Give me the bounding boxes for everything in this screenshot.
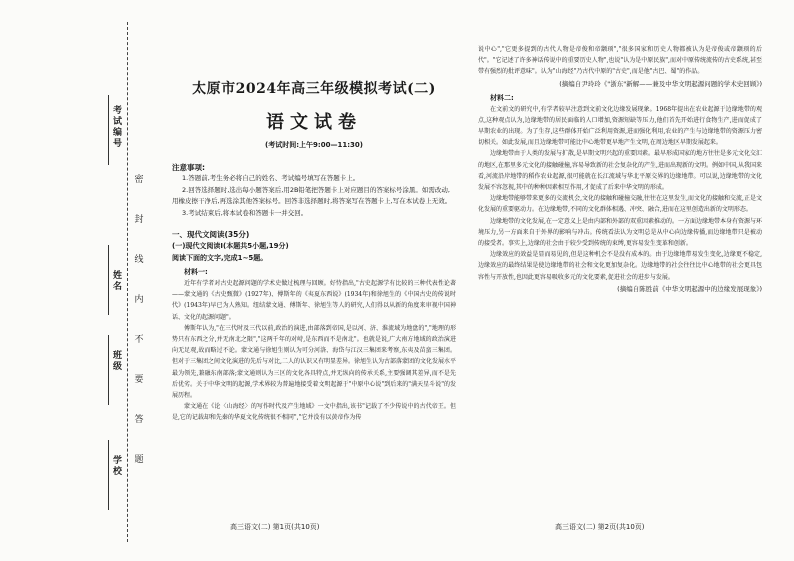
right-column (478, 44, 762, 295)
exam-time: (考试时间:上午9:00—11:30) (265, 141, 363, 149)
material-label: 材料二: (490, 93, 514, 102)
exam-no-line (108, 95, 109, 165)
paragraph: 在文前文的研究中,有学者较早注意到文前文化边缘发展现象。1968年提出在农业起源于边缘地带的观点,这种观点认为,边缘地带的居民面临的人口增加,资源短缺等压力,他们首先开始进行食物生产,进而促成了早期农业的出现。为了生存,这些群体开始广泛利用资源,进而强化利用,农业的产生与边缘地带的资源压力密切相关。如此发展,而且边缘地带可能比中心地带更早地产生文明,在周边地区早期发展起来。 (478, 105, 762, 147)
citation: (摘编自尹玲玲《"浙东"新解——兼及中华文明起源问题的学术史回顾》) (559, 79, 762, 88)
name-line (108, 245, 109, 315)
binding-line (127, 22, 128, 542)
note-item: 3.考试结束后,将本试卷和答题卡一并交回。 (182, 208, 308, 217)
class-label: 班级 (111, 350, 121, 372)
left-column (172, 60, 456, 424)
binding-margin (0, 0, 150, 561)
exam-no-label: 考试编号 (111, 105, 121, 149)
section-instruction: 阅读下面的文字,完成1~5题。 (172, 254, 268, 262)
page-footer-right: 高三语文(二) 第2页(共10页) (555, 523, 645, 531)
name-label: 姓名 (111, 270, 121, 292)
class-line (108, 335, 109, 405)
exam-title: 太原市2024年高三年级模拟考试(二) (192, 81, 436, 97)
exam-subtitle: 语文试卷 (266, 112, 362, 133)
note-item: 1.答题前,考生务必将自己的姓名、考试编号填写在答题卡上。 (182, 174, 360, 182)
school-line (108, 440, 109, 510)
page-footer-left: 高三语文(二) 第1页(共10页) (230, 523, 320, 531)
notes-heading: 注意事项: (172, 163, 205, 172)
binding-warning: 密封线内不要答题 (134, 175, 144, 465)
material-label: 材料一: (184, 268, 208, 276)
paragraph: 傅斯年认为,"在三代时及三代以前,政治的演进,由部落到帝国,是以河、济、淮流域为地盘的","地理的形势只有东西之分,并无南北之限","这两千年的对峙,是东西而不是南北"。也就是说,广大南方地域的政治演进向无足观,故而略过不论。蒙文通与徐旭生则认为可分河洛、海岱与江汉三集团来考察,东夷及苗蛮三集团。但对于三集团之间文化演进的先后与对比,二人的认识又有明显差异。徐旭生认为古部落蒙团的文化发展水平最为领先,兼融东南部落;蒙文通则认为三区的文化各具特点,并无纵向的传承关系,主要强调其差异,而不是先后优劣。关于中华文明的起源,学术界较为普遍地接受着文明起源于"中原中心说"到后来的"满天星斗说"的发展历程。 (172, 324, 456, 400)
section-sub-heading: (一)现代文阅读Ⅰ(本题共5小题,19分) (172, 242, 289, 250)
paragraph: 边缘效应的效益是显而易见的,但是这种机会不是没有成本的。由于边缘地带易发生变化,边缘更不稳定,边缘效应的最终结果是使边缘地带的社会和文化更加复杂化。边缘地带的社会往往比中心地带的社会更具包容性与开放性,也因此更容易吸收多元的文化要素,促进社会的进步与发展。 (478, 251, 762, 281)
paragraph: 近年有学者对古史起源问题的学术史做过梳理与回顾。好恃指出,"古史起源学有比较的三种代表性论著——蒙文通的《古史甄微》(1927年)、傅斯年的《夷夏东西说》(1934年)和徐旭生的《中国古史的传说时代》(1943年)早已为人熟知。纽结蒙文通、傅斯年、徐旭生等人的研究,人们得以从新的角度来审视中国神话、文化的起源问题"。 (172, 280, 456, 321)
paragraph: 说中心","它更多提到的古代人物是帝俊和帝颛顼","很多国家和历史人物都被认为是帝俊或帝颛顼的后代"。"它记述了许多神话传说中的重要历史人物",也说"认为是中原民族",而对中原传统流传的古史系统,甚至带有强烈的批评意味"。认为"山海经"乃古代中原的"古史",而是他"古巴、蜀"的作品。 (478, 46, 762, 76)
paragraph: 蒙文通在《论〈山海经〉的写作时代及产生地域》一文中指出,该书"记载了不少传说中的古代帝王。但是,它的记载却和先秦的华夏文化传统很不相同","它并没有以黄帝作为传 (172, 403, 456, 422)
paragraph: 边缘地带由于人类的发展与扩散,是早期文明兴起的重要因素。最早形成国家的地方往往是多元文化交汇的地区,在那里多元文化的接触碰撞,容易导致新的社会复杂化的产生,进而出现新的文明。例如中国,从我国来看,河流沿岸地带的稻作农业起源,很可能就在长江流域与华北平原交界的边缘地带。可以说,边缘地带的文化发展不容忽视,其中的种种因素相互作用,才促成了后来中华文明的形成。 (478, 150, 762, 192)
note-item: 2.回答选择题时,选出每小题答案后,用2B铅笔把答题卡上对应题目的答案标号涂黑。如需改动,用橡皮擦干净后,再选涂其他答案标号。回答非选择题时,将答案写在答题卡上,写在本试卷上无效。 (172, 185, 452, 205)
paragraph: 边缘地带的文化发展,在一定意义上是由内部和外部的双重因素推动的。一方面边缘地带本身有资源与环境压力,另一方面来自于外界的影响与冲击。传统看法认为文明总是从中心向边缘传播,而边缘地带只是被动的接受者。事实上,边缘的社会由于较少受到传统的束缚,更容易发生变革和创新。 (478, 217, 762, 248)
school-label: 学校 (111, 455, 121, 477)
paragraph: 边缘地带能够带来更多的交流机会,文化的接触和碰撞交融,往往在这里发生,而文化的接触和交流,正是文化发展的重要驱动力。在边缘地带,不同的文化群体相遇、冲突、融合,进而在这里创造出新的文明形态。 (478, 195, 762, 214)
section-heading: 一、现代文阅读(35分) (172, 230, 250, 239)
citation: (摘编自陈胜前《中华文明起源中的边缘发展现象》) (617, 284, 762, 293)
